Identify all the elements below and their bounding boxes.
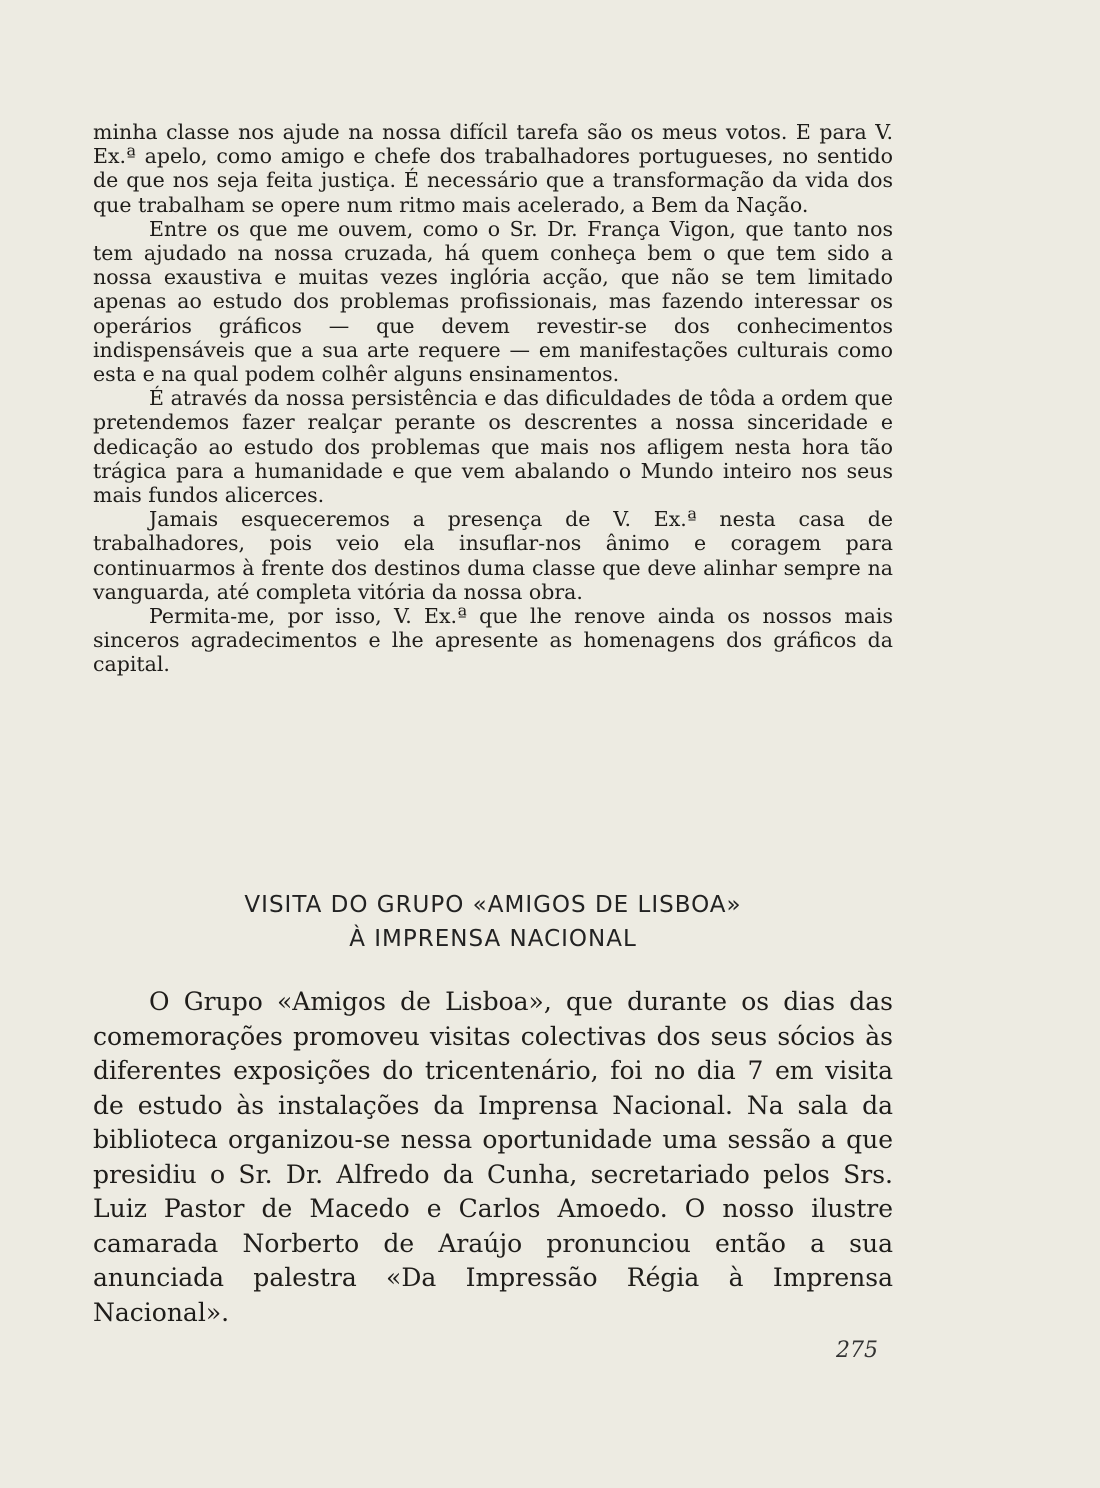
body-text bbox=[93, 120, 893, 677]
paragraph: Permita-me, por isso, V. Ex.ª que lhe renove ainda os nossos mais sinceros agradecimentos e lhe apresente as homenagens dos gráficos da capital. bbox=[93, 604, 893, 677]
page-number: 275 bbox=[836, 1338, 878, 1363]
section-heading bbox=[93, 888, 893, 956]
lead-text bbox=[93, 985, 893, 1330]
paragraph: Jamais esqueceremos a presença de V. Ex.ª nesta casa de trabalhadores, pois veio ela insuflar-nos ânimo e coragem para continuarmos à frente dos destinos duma classe que deve alinhar sempre na vanguarda, até completa vitória da nossa obra. bbox=[93, 507, 893, 604]
lead-paragraph: O Grupo «Amigos de Lisboa», que durante os dias das comemorações promoveu visitas colectivas dos seus sócios às diferentes exposições do tricentenário, foi no dia 7 em visita de estudo às instalações da Imprensa Nacional. Na sala da biblioteca organizou-se nessa oportunidade uma sessão a que presidiu o Sr. Dr. Alfredo da Cunha, secretariado pelos Srs. Luiz Pastor de Macedo e Carlos Amoedo. O nosso ilustre camarada Norberto de Araújo pronunciou então a sua anunciada palestra «Da Impressão Régia à Imprensa Nacional». bbox=[93, 987, 893, 1327]
paragraph: É através da nossa persistência e das dificuldades de tôda a ordem que pretendemos fazer realçar perante os descrentes a nossa sinceridade e dedicação ao estudo dos problemas que mais nos afligem nesta hora tão trágica para a humanidade e que vem abalando o Mundo inteiro nos seus mais fundos alicerces. bbox=[93, 386, 893, 508]
section-heading-line-1: VISITA DO GRUPO «AMIGOS DE LISBOA» bbox=[244, 892, 742, 918]
section-heading-line-2: À IMPRENSA NACIONAL bbox=[349, 926, 637, 952]
paragraph: Entre os que me ouvem, como o Sr. Dr. França Vigon, que tanto nos tem ajudado na nossa cruzada, há quem conheça bem o que tem sido a nossa exaustiva e muitas vezes inglória acção, que não se tem limitado apenas ao estudo dos problemas profissionais, mas fazendo interessar os operários gráficos — que devem revestir-se dos conhecimentos indispensáveis que a sua arte requere — em manifestações culturais como esta e na qual podem colhêr alguns ensinamentos. bbox=[93, 216, 893, 387]
paragraph-continuation: minha classe nos ajude na nossa difícil tarefa são os meus votos. E para V. Ex.ª apelo, como amigo e chefe dos trabalhadores portugueses, no sentido de que nos seja feita justiça. É necessário que a transformação da vida dos que trabalham se opere num ritmo mais acelerado, a Bem da Nação. bbox=[93, 120, 893, 217]
